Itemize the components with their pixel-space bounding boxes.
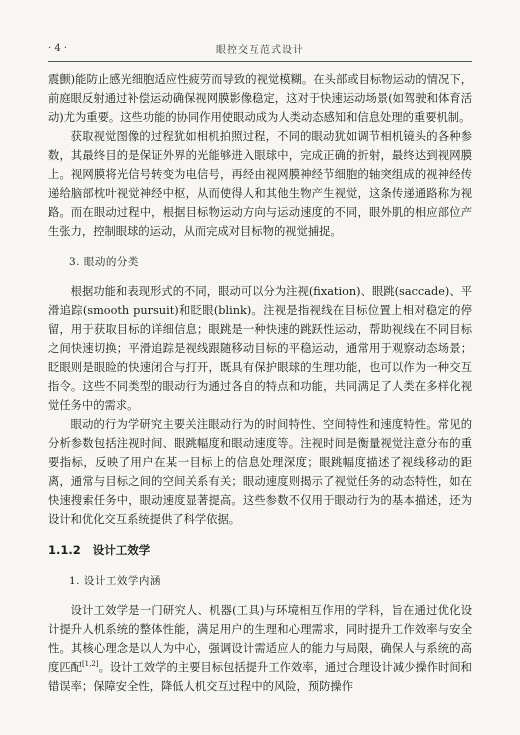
page-header: [48, 40, 472, 56]
paragraph-text: 。设计工效学的主要目标包括提升工作效率，通过合理设计减少操作时间和错误率；保障安全性，降低人机交互过程中的风险，预防操作: [48, 661, 472, 693]
running-title: 眼控交互范式设计: [216, 44, 304, 56]
citation: [1,2]: [81, 660, 99, 669]
body-text: [48, 70, 472, 696]
section-number: 1.1.2: [48, 543, 81, 557]
paragraph: 根据功能和表现形式的不同，眼动可以分为注视(fixation)、眼跳(saccade)、平滑追踪(smooth pursuit)和眨眼(blink)。注视是指视线在目标位置上相对稳定的停留，用于获取目标的详细信息；眼跳是一种快速的跳跃性运动，帮助视线在不同目标之间快速切换；平滑追踪是视线跟随移动目标的平稳运动，通常用于观察动态场景；眨眼则是眼睑的快速闭合与打开，既具有保护眼球的生理功能，也可以作为一种交互指令。这些不同类型的眼动行为通过各自的特点和功能，共同满足了人类在多样化视觉任务中的需求。: [48, 285, 472, 412]
paragraph: [48, 601, 472, 696]
paragraph: 震颤)能防止感光细胞适应性疲劳而导致的视觉模糊。在头部或目标物运动的情况下，前庭眼反射通过补偿运动确保视网膜影像稳定，这对于快速运动场景(如驾驶和体育活动)尤为重要。这些功能的协同作用使眼动成为人类动态感知和信息处理的重要机制。: [48, 73, 472, 124]
section-title: 设计工效学: [92, 543, 151, 557]
page-number: · 4 ·: [48, 42, 68, 54]
paragraph: 获取视觉图像的过程犹如相机拍照过程，不同的眼动犹如调节相机镜头的各种参数，其最终目的是保证外界的光能够进入眼球中，完成正确的折射，最终达到视网膜上。视网膜将光信号转变为电信号，再经由视网膜神经节细胞的轴突组成的视神经传递给脑部枕叶视觉神经中枢，从而使得人和其他生物产生视觉，这条传递通路称为视路。而在眼动过程中，根据目标物运动方向与运动速度的不同，眼外肌的相应部位产生张力，控制眼球的运动，从而完成对目标物的视觉捕捉。: [48, 130, 472, 238]
paragraph: 眼动的行为学研究主要关注眼动行为的时间特性、空间特性和速度特性。常见的分析参数包括注视时间、眼跳幅度和眼动速度等。注视时间是衡量视觉注意分布的重要指标，反映了用户在某一目标上的信息处理深度；眼跳幅度描述了视线移动的距离，通常与目标之间的空间关系有关；眼动速度则揭示了视觉任务的动态特性，如在快速搜索任务中，眼动速度显著提高。这些参数不仅用于眼动行为的基本描述，还为设计和优化交互系统提供了科学依据。: [48, 418, 472, 526]
header-rule: [48, 61, 472, 62]
subheading-ergonomics-connotation: 1. 设计工效学内涵: [69, 575, 161, 587]
section-heading: [48, 541, 472, 560]
paragraph-text: 设计工效学是一门研究人、机器(工具)与环境相互作用的学科，旨在通过优化设计提升人机系统的整体性能，满足用户的生理和心理需求，同时提升工作效率与安全性。其核心理念是以人为中心，强调设计需适应人的能力与局限，确保人与系统的高度匹配: [48, 604, 472, 674]
subheading-eye-movement-types: 3. 眼动的分类: [69, 256, 139, 268]
